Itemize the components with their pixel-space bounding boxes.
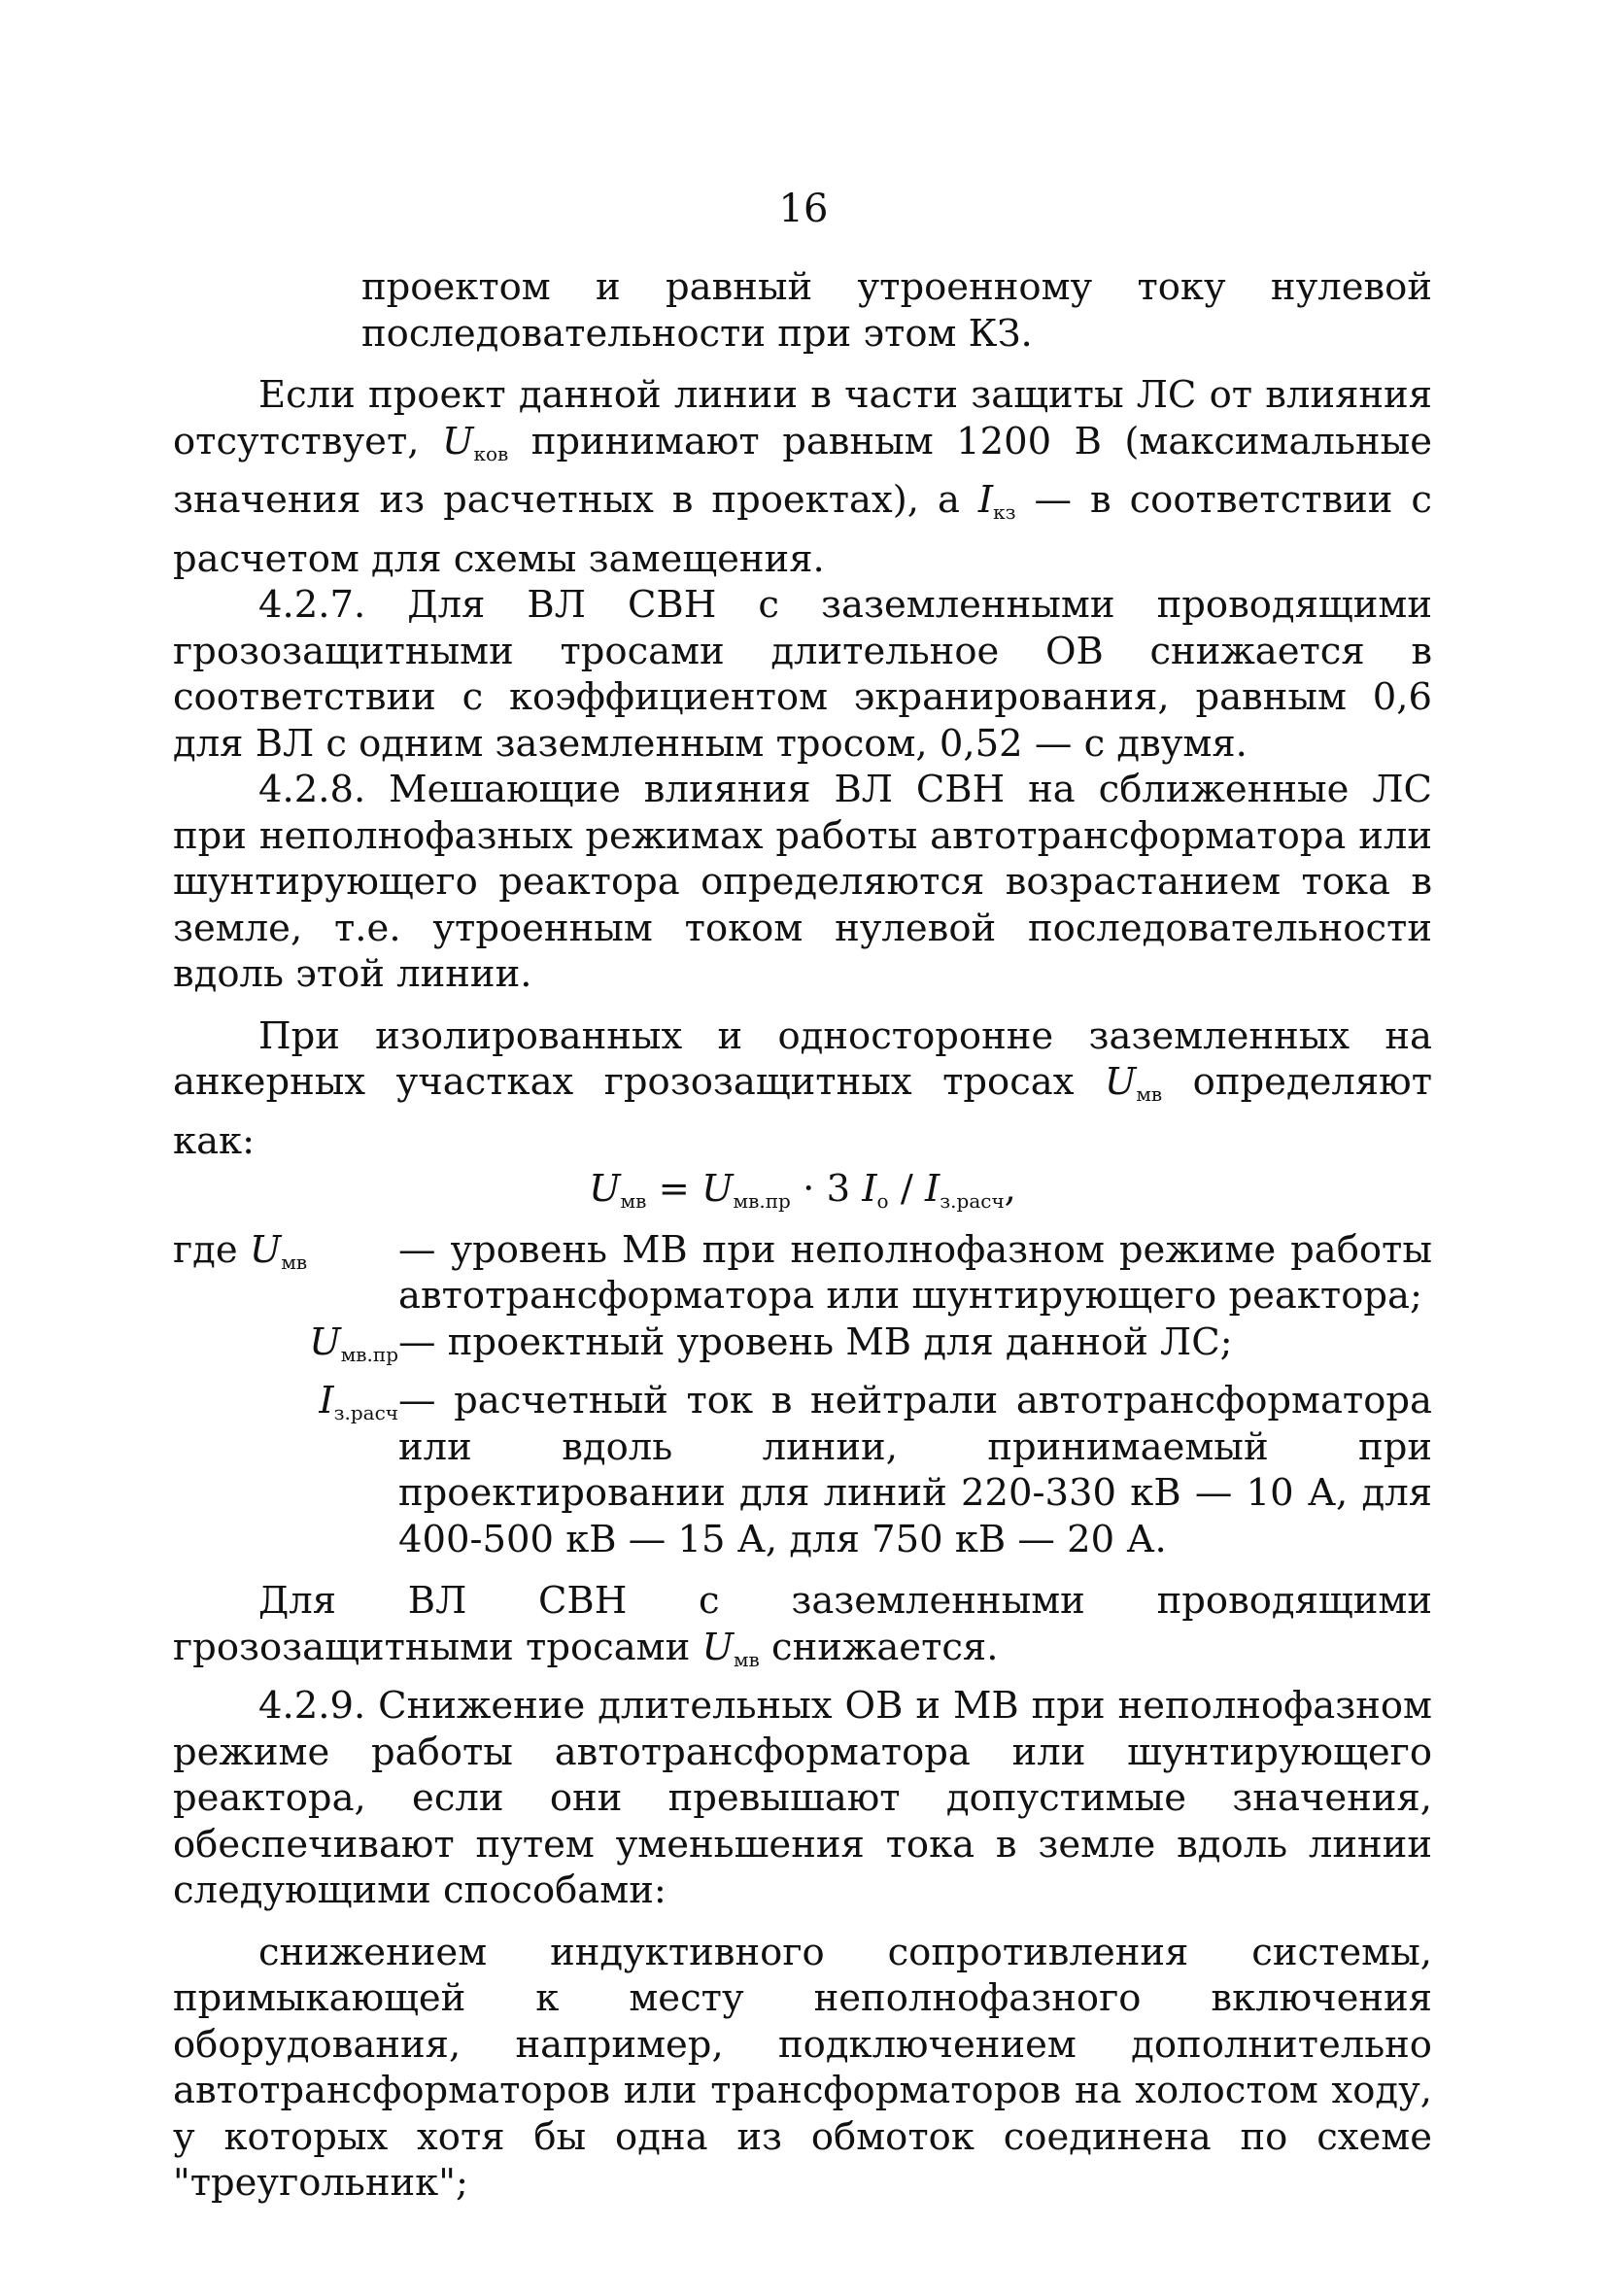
page-body bbox=[173, 264, 1432, 2207]
symbol-u: U bbox=[1104, 1060, 1137, 1104]
formula: $U_{мв} = U_{мв.пр} \cdot 3$ $I_о / I_{з.расч}$, bbox=[589, 1167, 1016, 1213]
symbol-i: I bbox=[977, 478, 994, 522]
subscript: ков bbox=[473, 441, 509, 465]
subscript: кз bbox=[993, 500, 1016, 524]
subscript: мв bbox=[733, 1647, 760, 1671]
definition-symbol: $I_{з.расч}$ bbox=[319, 1379, 398, 1424]
definitions-list bbox=[173, 1227, 1432, 1563]
paragraph-4-2-7: 4.2.7. Для ВЛ СВН с заземленными проводящими грозозащитными тросами длительное ОВ снижается в соответствии с коэффициентом экранирования, равным 0,6 для ВЛ с одним заземленным тросом, 0,52 — с двумя. bbox=[173, 583, 1432, 766]
symbol-u: U bbox=[441, 419, 474, 463]
symbol-u: U bbox=[701, 1625, 734, 1669]
paragraph-4-2-9: 4.2.9. Снижение длительных ОВ и МВ при неполнофазном режиме работы автотрансформатора или шунтирующего реактора, если они превышают допустимые значения, обеспечивают путем уменьшения тока в земле вдоль линии следующими способами: bbox=[173, 1684, 1432, 1912]
definition-text: — уровень МВ при неполнофазном режиме работы автотрансформатора или шунтирующего реактора; bbox=[398, 1227, 1432, 1318]
paragraph-4-2-8: 4.2.8. Мешающие влияния ВЛ СВН на сближенные ЛС при неполнофазных режимах работы автотрансформатора или шунтирующего реактора определяются возрастанием тока в земле, т.е. утроенным током нулевой последовательности вдоль этой линии. bbox=[173, 768, 1432, 996]
definition-row bbox=[173, 1319, 1432, 1379]
definition-symbol: где $U_{мв}$ bbox=[173, 1227, 308, 1274]
paragraph-continuation: проектом и равный утроенному току нулевой последовательности при этом КЗ. bbox=[361, 265, 1432, 356]
definition-row bbox=[173, 1227, 1432, 1319]
page-number: 16 bbox=[778, 187, 829, 231]
definition-row bbox=[173, 1378, 1432, 1562]
paragraph-isolated-cables: При изолированных и односторонне заземленных на анкерных участках грозозащитных тросах $U_{мв}$ определяют как: bbox=[173, 1013, 1432, 1163]
paragraph-grounded-cables: Для ВЛ СВН с заземленными проводящими грозозащитными тросами $U_{мв}$ снижается. bbox=[173, 1579, 1432, 1671]
paragraph-no-project: Если проект данной линии в части защиты ЛС от влияния отсутствует, $U_{ков}$ принимают равным 1200 В (максимальные значения из расчетных в проектах), а $I_{кз}$ — в соответствии с расчетом для схемы замещения. bbox=[173, 373, 1432, 581]
subscript: мв bbox=[1136, 1082, 1163, 1106]
definition-text: — проектный уровень МВ для данной ЛС; bbox=[398, 1319, 1233, 1364]
paragraph-method-1: снижением индуктивного сопротивления системы, примыкающей к месту неполнофазного включения оборудования, например, подключением дополнительно автотрансформаторов или трансформаторов на холостом ходу, у которых хотя бы одна из обмоток соединена по схеме "треугольник"; bbox=[173, 1930, 1432, 2205]
definition-symbol: $U_{мв.пр}$ bbox=[309, 1319, 398, 1366]
definition-text: — расчетный ток в нейтрали автотрансформатора или вдоль линии, принимаемый при проектировании для линий 220-330 кВ — 10 А, для 400-500 кВ — 15 А, для 750 кВ — 20 А. bbox=[398, 1379, 1432, 1561]
